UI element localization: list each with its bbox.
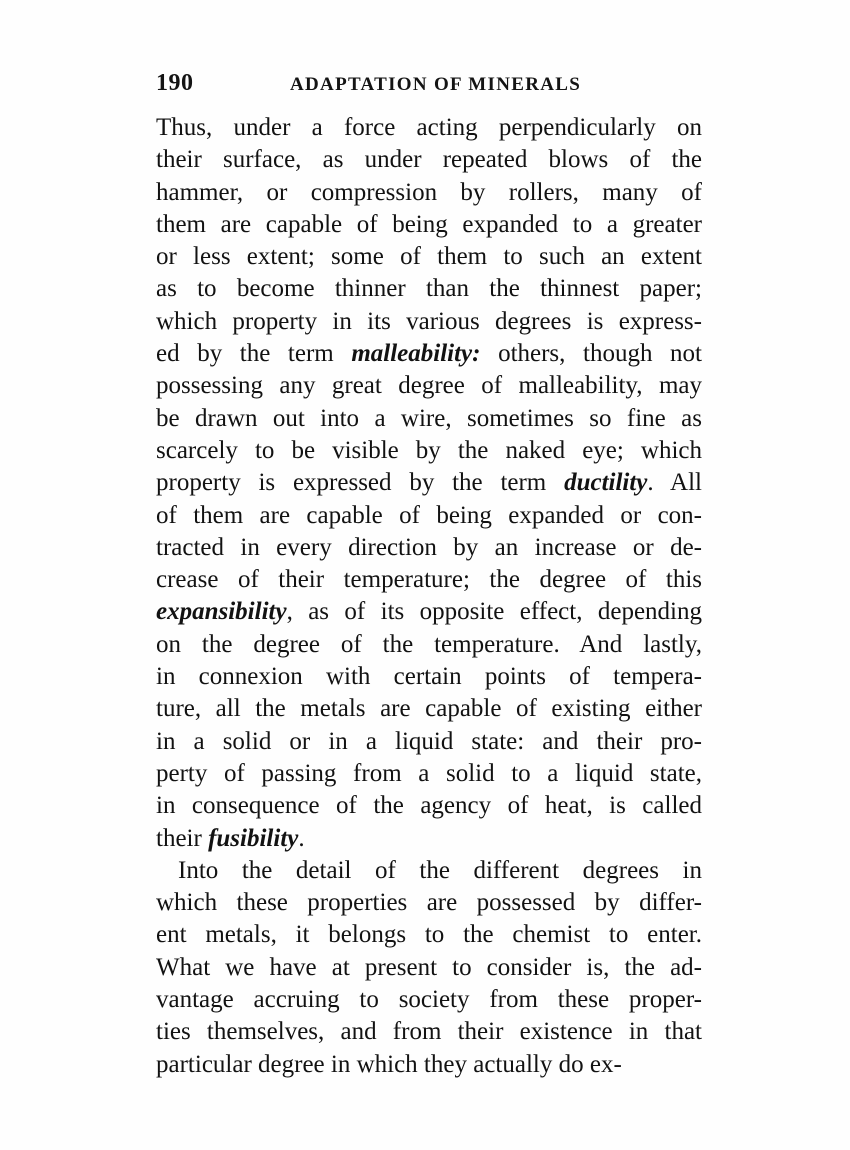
text-run: ture, all the metals are capable of existing either [156, 695, 702, 723]
text-run: tracted in every direction by an increase or de- [156, 533, 702, 561]
text-run: , as of its opposite effect, depending [286, 598, 702, 626]
text-run: their [156, 824, 209, 852]
text-line [156, 596, 702, 628]
text-run: . All [647, 469, 702, 497]
text-line [156, 241, 702, 273]
text-line [156, 855, 702, 887]
text-run: Into the detail of the different degrees in [178, 856, 702, 884]
text-line [156, 726, 702, 758]
text-run: in a solid or in a liquid state: and their pro- [156, 727, 702, 755]
text-run: vantage accruing to society from these proper- [156, 986, 702, 1014]
text-run: in connexion with certain points of tempera- [156, 663, 702, 691]
text-line [156, 790, 702, 822]
text-line [156, 564, 702, 596]
text-run: others, though not [480, 340, 702, 368]
text-line [156, 144, 702, 176]
text-line [156, 693, 702, 725]
text-run: ties themselves, and from their existence in that [156, 1018, 702, 1046]
text-line [156, 500, 702, 532]
text-run: property is expressed by the term [156, 469, 565, 497]
text-run: them are capable of being expanded to a greater [156, 210, 702, 238]
italic-term: ductility [564, 469, 648, 497]
text-run: or less extent; some of them to such an extent [156, 243, 702, 271]
text-run: as to become thinner than the thinnest paper; [156, 275, 702, 303]
text-line [156, 952, 702, 984]
text-line [156, 532, 702, 564]
text-line [156, 435, 702, 467]
italic-term: expansibility [156, 598, 287, 626]
paragraph [156, 112, 702, 855]
text-line [156, 403, 702, 435]
text-line [156, 467, 702, 499]
paragraph [156, 855, 702, 1081]
text-run: ent metals, it belongs to the chemist to enter. [156, 921, 702, 949]
text-line [156, 823, 702, 855]
body-text [156, 112, 702, 1081]
text-line [156, 338, 702, 370]
text-line [156, 112, 702, 144]
text-run: which these properties are possessed by differ- [156, 889, 702, 917]
text-run: be drawn out into a wire, sometimes so fine as [156, 404, 702, 432]
text-run: possessing any great degree of malleability, may [156, 372, 702, 400]
text-run: Thus, under a force acting perpendicularly on [156, 114, 702, 141]
text-line [156, 1049, 702, 1081]
text-run: hammer, or compression by rollers, many of [156, 178, 702, 206]
page-number: 190 [156, 70, 194, 96]
text-run: crease of their temperature; the degree of this [156, 566, 702, 594]
text-line [156, 661, 702, 693]
text-run: their surface, as under repeated blows of the [156, 146, 702, 174]
text-line [156, 273, 702, 305]
text-line [156, 919, 702, 951]
running-title: ADAPTATION OF MINERALS [290, 74, 582, 95]
text-line [156, 984, 702, 1016]
text-run: What we have at present to consider is, the ad- [156, 953, 702, 981]
text-line [156, 1016, 702, 1048]
text-line [156, 370, 702, 402]
running-head [156, 70, 702, 100]
italic-term: malleability: [351, 340, 481, 368]
text-run: . [298, 824, 305, 852]
text-line [156, 306, 702, 338]
text-run: of them are capable of being expanded or con- [156, 501, 702, 529]
text-line [156, 209, 702, 241]
text-run: scarcely to be visible by the naked eye; which [156, 436, 702, 464]
text-line [156, 758, 702, 790]
text-run: in consequence of the agency of heat, is called [156, 792, 702, 820]
text-run: perty of passing from a solid to a liquid state, [156, 759, 702, 787]
text-line [156, 887, 702, 919]
text-line [156, 629, 702, 661]
text-line [156, 177, 702, 209]
text-run: particular degree in which they actually do ex- [156, 1050, 622, 1078]
text-run: on the degree of the temperature. And lastly, [156, 630, 702, 658]
text-run: which property in its various degrees is express- [156, 307, 702, 335]
italic-term: fusibility [208, 824, 299, 852]
text-run: ed by the term [156, 340, 352, 368]
